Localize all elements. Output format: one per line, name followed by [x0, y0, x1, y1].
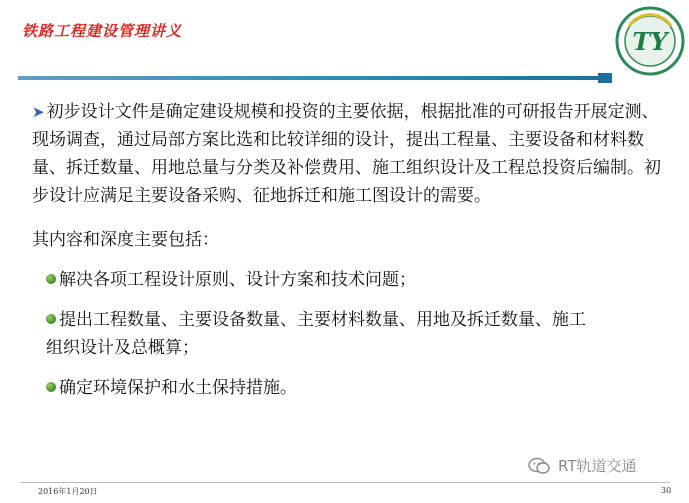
- footer-divider: [20, 482, 670, 483]
- list-item-text: 提出工程数量、主要设备数量、主要材料数量、用地及拆迁数量、施工: [59, 310, 586, 330]
- wechat-icon: [528, 457, 550, 475]
- list-item: [32, 306, 672, 362]
- arrow-bullet-icon: ➤: [32, 103, 45, 121]
- intro-text: 初步设计文件是确定建设规模和投资的主要依据，根据批准的可研报告开展定测、现场调查，通过局部方案比选和比较详细的设计，提出工程量、主要设备和材料数量、拆迁数量、用地总量与分类及补偿费用、施工组织设计及工程总投资后编制。初步设计应满足主要设备采购、征地拆迁和施工图设计的需要。: [32, 102, 661, 206]
- slide-body: [32, 98, 672, 402]
- content-subhead: 其内容和深度主要包括：: [32, 230, 219, 250]
- list-item: [32, 374, 672, 402]
- list-item-continuation: 组织设计及总概算；: [46, 338, 199, 358]
- logo-letters: TY: [632, 27, 668, 56]
- header-divider-accent: [598, 73, 612, 83]
- footer-date: 2016年1月20日: [38, 487, 98, 496]
- green-dot-bullet-icon: [46, 274, 56, 284]
- list-item-text: 解决各项工程设计原则、设计方案和技术问题；: [59, 270, 416, 290]
- list-item-text: 确定环境保护和水土保持措施。: [59, 378, 297, 398]
- header-divider: [18, 76, 612, 80]
- green-dot-bullet-icon: [46, 314, 56, 324]
- list-item: [32, 266, 672, 294]
- green-dot-bullet-icon: [46, 382, 56, 392]
- page-number: 30: [661, 486, 672, 495]
- intro-paragraph: [32, 98, 672, 210]
- watermark: [528, 455, 637, 476]
- watermark-text: RT轨道交通: [558, 457, 637, 475]
- company-logo: [615, 6, 685, 76]
- slide-header-title: 铁路工程建设管理讲义: [22, 22, 183, 40]
